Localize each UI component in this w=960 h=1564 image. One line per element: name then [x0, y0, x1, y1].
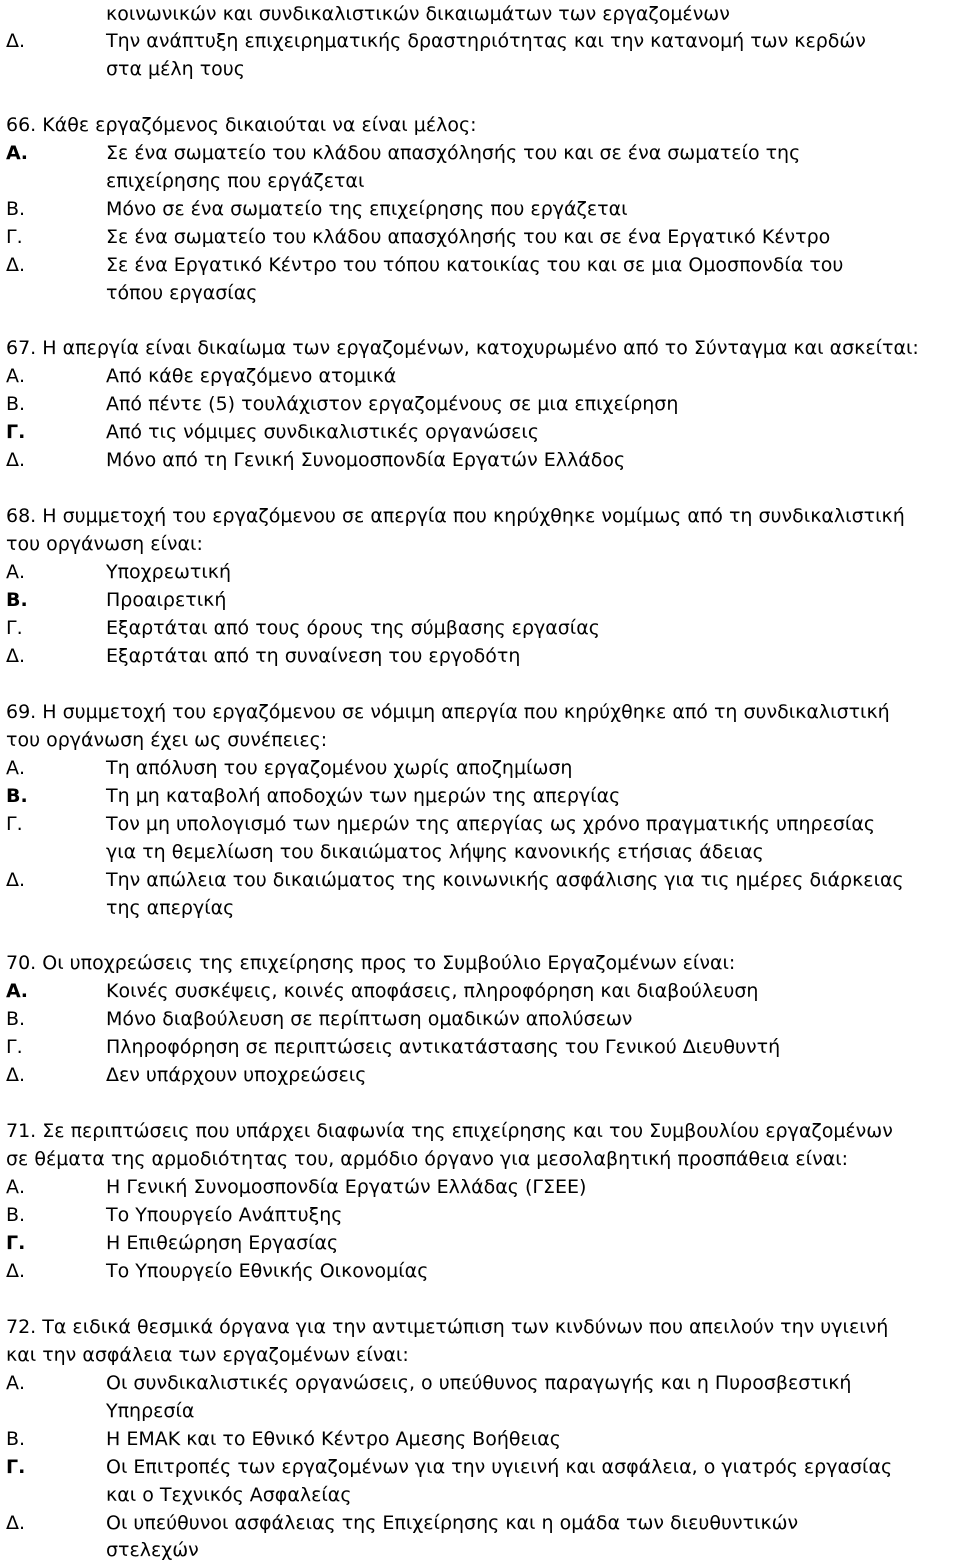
- option-text: Τον μη υπολογισμό των ημερών της απεργίας ως χρόνο πραγματικής υπηρεσίας: [106, 813, 875, 835]
- option-marker: Γ.: [6, 617, 23, 639]
- option-text: Μόνο σε ένα σωματείο της επιχείρησης που εργάζεται: [106, 198, 628, 220]
- line-text: και ο Τεχνικός Ασφαλείας: [106, 1484, 352, 1506]
- option-text: Το Υπουργείο Ανάπτυξης: [106, 1204, 343, 1226]
- question-text: και την ασφάλεια των εργαζομένων είναι:: [6, 1344, 409, 1366]
- option-marker: Δ.: [6, 1512, 26, 1534]
- option-text: Κοινές συσκέψεις, κοινές αποφάσεις, πληροφόρηση και διαβούλευση: [106, 980, 759, 1002]
- line-text: της απεργίας: [106, 897, 235, 919]
- option-text: Τη μη καταβολή αποδοχών των ημερών της απεργίας: [106, 785, 621, 807]
- option-text: Η Επιθεώρηση Εργασίας: [106, 1232, 339, 1254]
- option-marker: Β.: [6, 1204, 26, 1226]
- option-text: Δεν υπάρχουν υποχρεώσεις: [106, 1064, 367, 1086]
- option-marker: Δ.: [6, 30, 26, 52]
- line-text: στελεχών: [106, 1539, 199, 1561]
- option-text: Προαιρετική: [106, 589, 227, 611]
- option-text: Μόνο διαβούλευση σε περίπτωση ομαδικών απολύσεων: [106, 1008, 633, 1030]
- option-marker: Γ.: [6, 421, 26, 443]
- option-marker: Α.: [6, 561, 26, 583]
- option-text: Σε ένα σωματείο του κλάδου απασχόλησής του και σε ένα σωματείο της: [106, 142, 801, 164]
- option-marker: Δ.: [6, 645, 26, 667]
- option-text: Την απώλεια του δικαιώματος της κοινωνικής ασφάλισης για τις ημέρες διάρκειας: [106, 869, 904, 891]
- option-marker: Α.: [6, 757, 26, 779]
- option-marker: Α.: [6, 980, 28, 1002]
- option-marker: Δ.: [6, 449, 26, 471]
- option-text: Η Γενική Συνομοσπονδία Εργατών Ελλάδας (ΓΣΕΕ): [106, 1176, 587, 1198]
- question-text: σε θέματα της αρμοδιότητας του, αρμόδιο όργανο για μεσολαβητική προσπάθεια είναι:: [6, 1148, 849, 1170]
- question-text: 68. Η συμμετοχή του εργαζόμενου σε απεργία που κηρύχθηκε νομίμως από τη συνδικαλιστική: [6, 505, 905, 527]
- option-text: Τη απόλυση του εργαζομένου χωρίς αποζημίωση: [106, 757, 573, 779]
- option-marker: Δ.: [6, 254, 26, 276]
- option-marker: Β.: [6, 589, 28, 611]
- option-marker: Α.: [6, 365, 26, 387]
- option-text: Οι υπεύθυνοι ασφάλειας της Επιχείρησης και η ομάδα των διευθυντικών: [106, 1512, 799, 1534]
- option-marker: Γ.: [6, 1232, 26, 1254]
- option-text: Την ανάπτυξη επιχειρηματικής δραστηριότητας και την κατανομή των κερδών: [106, 30, 866, 52]
- line-text: κοινωνικών και συνδικαλιστικών δικαιωμάτων των εργαζομένων: [106, 3, 730, 25]
- option-marker: Δ.: [6, 1260, 26, 1282]
- option-marker: Α.: [6, 142, 28, 164]
- line-text: επιχείρησης που εργάζεται: [106, 170, 365, 192]
- option-text: Πληροφόρηση σε περιπτώσεις αντικατάστασης του Γενικού Διευθυντή: [106, 1036, 781, 1058]
- option-marker: Δ.: [6, 869, 26, 891]
- option-text: Οι Επιτροπές των εργαζομένων για την υγιεινή και ασφάλεια, ο γιατρός εργασίας: [106, 1456, 893, 1478]
- option-text: Εξαρτάται από τη συναίνεση του εργοδότη: [106, 645, 521, 667]
- option-marker: Γ.: [6, 1456, 26, 1478]
- question-text: του οργάνωση είναι:: [6, 533, 203, 555]
- question-text: του οργάνωση έχει ως συνέπειες:: [6, 729, 328, 751]
- option-text: Μόνο από τη Γενική Συνομοσπονδία Εργατών Ελλάδος: [106, 449, 626, 471]
- line-text: Υπηρεσία: [106, 1400, 195, 1422]
- option-text: Από κάθε εργαζόμενο ατομικά: [106, 365, 397, 387]
- option-marker: Γ.: [6, 813, 23, 835]
- option-marker: Β.: [6, 198, 26, 220]
- option-marker: Β.: [6, 1008, 26, 1030]
- option-text: Σε ένα σωματείο του κλάδου απασχόλησής του και σε ένα Εργατικό Κέντρο: [106, 226, 831, 248]
- option-text: Υποχρεωτική: [106, 561, 231, 583]
- option-text: Σε ένα Εργατικό Κέντρο του τόπου κατοικίας του και σε μια Ομοσπονδία του: [106, 254, 844, 276]
- option-text: Το Υπουργείο Εθνικής Οικονομίας: [106, 1260, 429, 1282]
- option-marker: Β.: [6, 393, 26, 415]
- option-marker: Δ.: [6, 1064, 26, 1086]
- option-text: Εξαρτάται από τους όρους της σύμβασης εργασίας: [106, 617, 600, 639]
- option-text: Από τις νόμιμες συνδικαλιστικές οργανώσεις: [106, 421, 540, 443]
- option-text: Από πέντε (5) τουλάχιστον εργαζομένους σε μια επιχείρηση: [106, 393, 679, 415]
- line-text: στα μέλη τους: [106, 58, 245, 80]
- option-marker: Α.: [6, 1176, 26, 1198]
- line-text: τόπου εργασίας: [106, 282, 258, 304]
- question-text: 70. Οι υποχρεώσεις της επιχείρησης προς το Συμβούλιο Εργαζομένων είναι:: [6, 952, 736, 974]
- question-text: 67. Η απεργία είναι δικαίωμα των εργαζομένων, κατοχυρωμένο από το Σύνταγμα και ασκείται:: [6, 337, 919, 359]
- option-marker: Γ.: [6, 1036, 23, 1058]
- option-marker: Β.: [6, 785, 28, 807]
- option-text: Οι συνδικαλιστικές οργανώσεις, ο υπεύθυνος παραγωγής και η Πυροσβεστική: [106, 1372, 852, 1394]
- option-text: Η ΕΜΑΚ και το Εθνικό Κέντρο Αμεσης Βοήθειας: [106, 1428, 561, 1450]
- option-marker: Β.: [6, 1428, 26, 1450]
- question-text: 71. Σε περιπτώσεις που υπάρχει διαφωνία της επιχείρησης και του Συμβουλίου εργαζομένων: [6, 1120, 893, 1142]
- question-text: 69. Η συμμετοχή του εργαζόμενου σε νόμιμη απεργία που κηρύχθηκε από τη συνδικαλιστική: [6, 701, 890, 723]
- line-text: για τη θεμελίωση του δικαιώματος λήψης κανονικής ετήσιας άδειας: [106, 841, 764, 863]
- option-marker: Α.: [6, 1372, 26, 1394]
- question-text: 72. Τα ειδικά θεσμικά όργανα για την αντιμετώπιση των κινδύνων που απειλούν την υγιεινή: [6, 1316, 889, 1338]
- question-text: 66. Κάθε εργαζόμενος δικαιούται να είναι μέλος:: [6, 114, 477, 136]
- option-marker: Γ.: [6, 226, 23, 248]
